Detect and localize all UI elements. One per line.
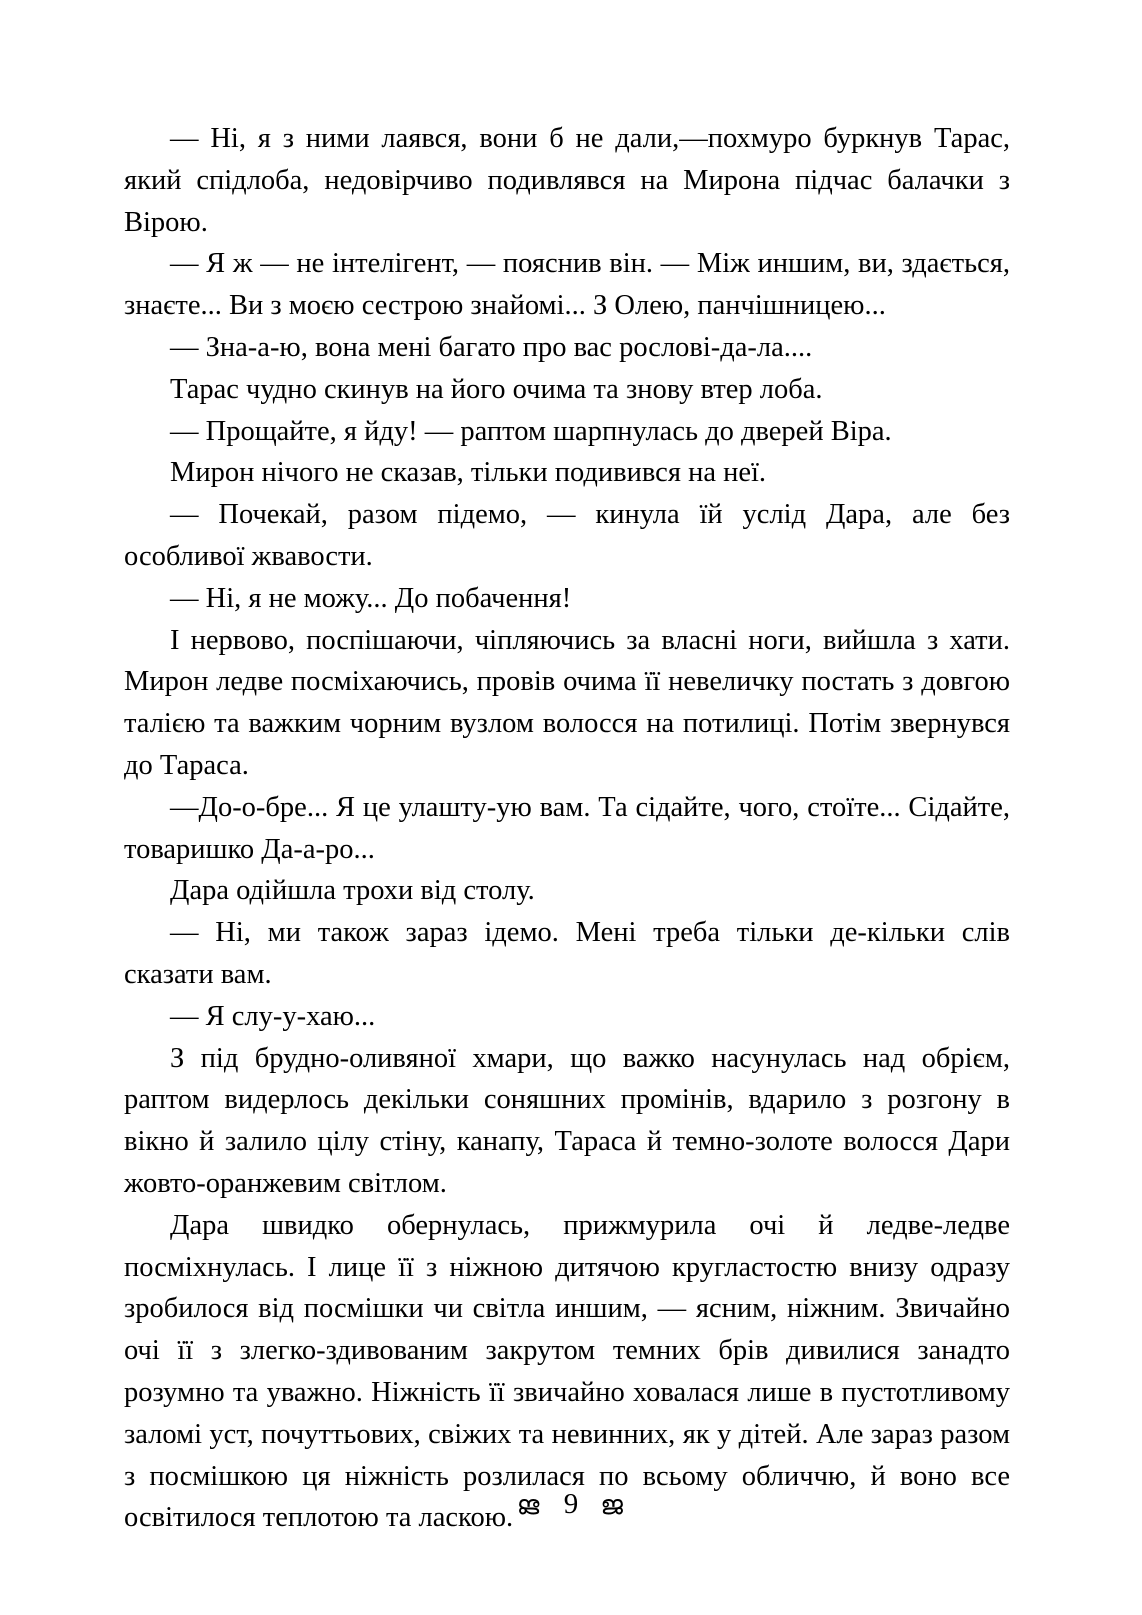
flourish-ornament-right-icon: ജ	[600, 1490, 623, 1520]
paragraph: — Ні, ми також зараз ідемо. Мені треба тільки де-кільки слів сказати вам.	[124, 917, 1010, 990]
paragraph: — Ні, я з ними лаявся, вони б не дали,—похмуро буркнув Тарас, який спідлоба, недовірчиво подивлявся на Мирона підчас балачки з Вірою.	[124, 123, 1010, 238]
paragraph: —До-о-бре... Я це улашту-ую вам. Та сідайте, чого, стоїте... Сідайте, товаришко Да-а-ро...	[124, 791, 1010, 865]
paragraph: Дара швидко обернулась, прижмурила очі й ледве-ледве посміхнулась. І лице її з ніжною дитячою кругластостю внизу одразу зробилося від посмішки чи світла иншим, — ясним, ніжним. Звичайно очі її з злегко-здивованим закрутом темних брів дивилися занадто розумно та уважно. Ніжність її звичайно ховалася лише в пустотливому заломі уст, почуттьових, свіжих та невинних, як у дітей. Але зараз разом з посмішкою ця ніжність розлилася по всьому обличчю, й воно все освітилося теплотою та ласкою.	[124, 1209, 1010, 1534]
page-body-text	[124, 118, 1010, 1539]
flourish-ornament-left-icon: ജ	[519, 1490, 542, 1520]
paragraph: Дара одійшла трохи від столу.	[170, 875, 535, 907]
paragraph: Тарас чудно скинув на його очима та знову втер лоба.	[170, 373, 823, 405]
page-footer	[0, 1490, 1142, 1519]
paragraph: — Почекай, разом підемо, — кинула їй услід Дара, але без особливої жвавости.	[124, 499, 1010, 572]
paragraph: — Ні, я не можу... До побачення!	[170, 582, 572, 614]
paragraph: Мирон нічого не сказав, тільки подивився на неї.	[170, 457, 767, 489]
paragraph: — Я ж — не інтелігент, — пояснив він. — Між иншим, ви, здається, знаєте... Ви з моєю сестрою знайомі... З Олею, панчішницею...	[124, 248, 1010, 322]
page-number: 9	[563, 1488, 579, 1520]
paragraph: — Зна-а-ю, вона мені багато про вас рослові-да-ла....	[170, 331, 813, 363]
paragraph: — Я слу-у-хаю...	[170, 1000, 376, 1032]
paragraph: З під брудно-оливяної хмари, що важко насунулась над обрієм, раптом видерлось декільки соняшних промінів, вдарило з розгону в вікно й залило цілу стіну, канапу, Тараса й темно-золоте волосся Дари жовто-оранжевим світлом.	[124, 1042, 1010, 1199]
paragraph: І нервово, поспішаючи, чіпляючись за власні ноги, вийшла з хати. Мирон ледве посміхаючись, провів очима її невеличку постать з довгою талією та важким чорним вузлом волосся на потилиці. Потім звернувся до Тараса.	[124, 624, 1010, 781]
footer-inner	[519, 1490, 623, 1519]
paragraph: — Прощайте, я йду! — раптом шарпнулась до дверей Віра.	[170, 415, 892, 447]
